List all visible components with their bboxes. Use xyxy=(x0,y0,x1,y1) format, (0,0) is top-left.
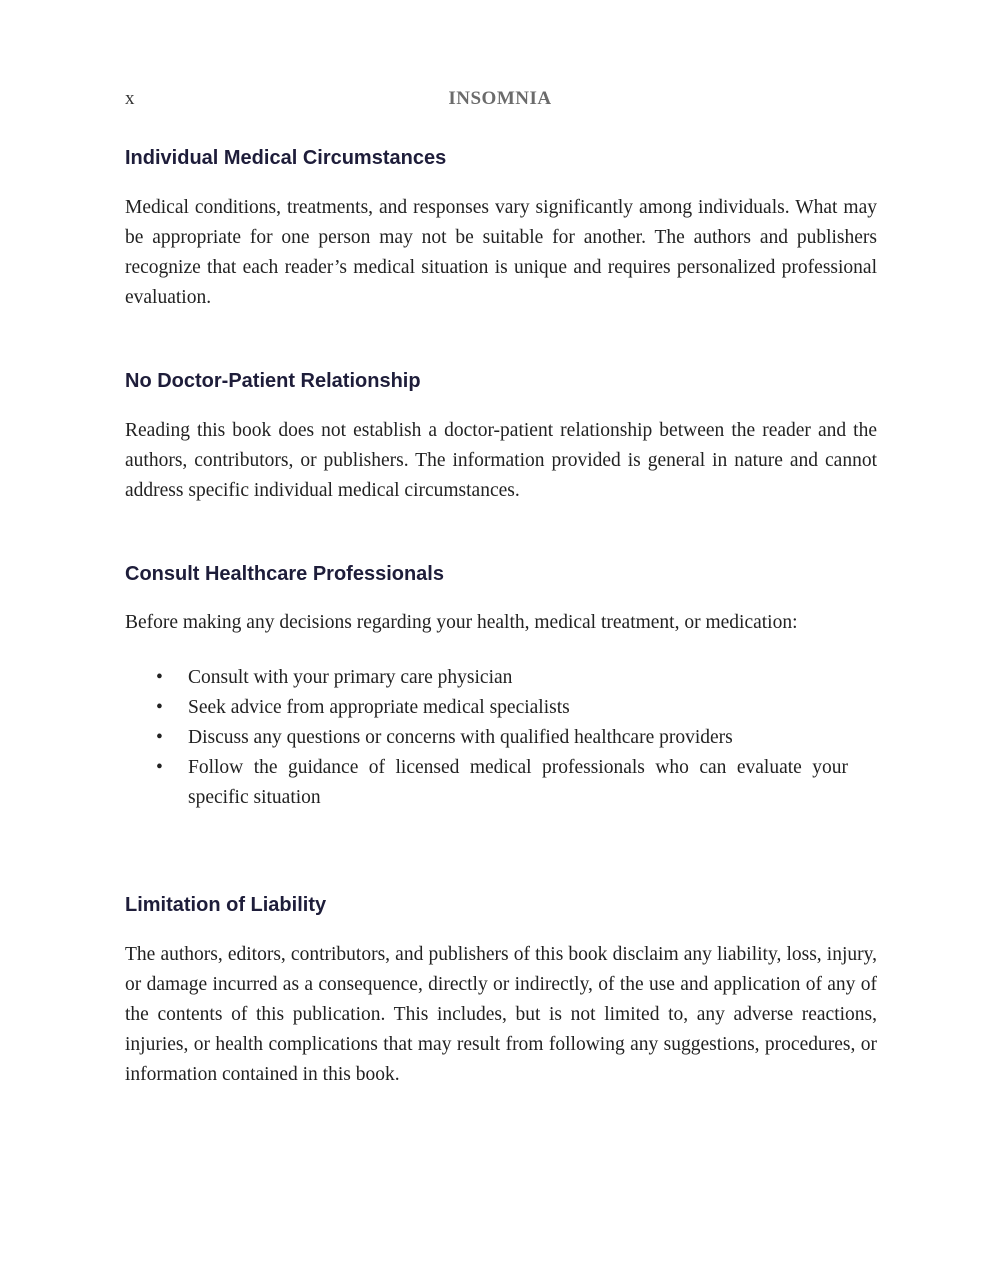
bullet-item xyxy=(125,693,848,723)
bullet-item xyxy=(125,753,848,813)
bullet-item xyxy=(125,663,848,693)
section-heading-consult-professionals: Consult Healthcare Professionals xyxy=(125,563,444,585)
bullet-text: Seek advice from appropriate medical specialists xyxy=(188,697,570,718)
bullet-item xyxy=(125,723,848,753)
bullet-icon: • xyxy=(156,667,163,688)
page-number: x xyxy=(125,88,135,109)
running-head-title: INSOMNIA xyxy=(448,88,552,109)
bullet-icon: • xyxy=(156,697,163,718)
section-heading-no-doctor-patient: No Doctor-Patient Relationship xyxy=(125,370,421,392)
section-paragraph-individual-circumstances: Medical conditions, treatments, and responses vary significantly among individuals. What may be appropriate for one person may not be suitable for another. The authors and publishers recognize that each reader’s medical situation is unique and requires personalized professional evaluation. xyxy=(125,197,877,308)
bullet-text: Follow the guidance of licensed medical professionals who can evaluate your specific situation xyxy=(188,757,848,808)
bullet-text: Consult with your primary care physician xyxy=(188,667,513,688)
section-paragraph-limitation-liability: The authors, editors, contributors, and publishers of this book disclaim any liability, loss, injury, or damage incurred as a consequence, directly or indirectly, of the use and application of any of the contents of this publication. This includes, but is not limited to, any adverse reactions, injuries, or health complications that may result from following any suggestions, procedures, or information contained in this book. xyxy=(125,944,877,1085)
bullet-icon: • xyxy=(156,757,163,778)
section-heading-individual-circumstances: Individual Medical Circumstances xyxy=(125,147,447,169)
section-paragraph-no-doctor-patient: Reading this book does not establish a doctor-patient relationship between the reader and the authors, contributors, or publishers. The information provided is general in nature and cannot address specific individual medical circumstances. xyxy=(125,420,877,501)
bullet-icon: • xyxy=(156,727,163,748)
section-paragraph-consult-professionals: Before making any decisions regarding your health, medical treatment, or medication: xyxy=(125,612,798,633)
bullet-text: Discuss any questions or concerns with qualified healthcare providers xyxy=(188,727,733,748)
section-heading-limitation-liability: Limitation of Liability xyxy=(125,894,327,916)
consult-bullet-list xyxy=(125,663,877,813)
